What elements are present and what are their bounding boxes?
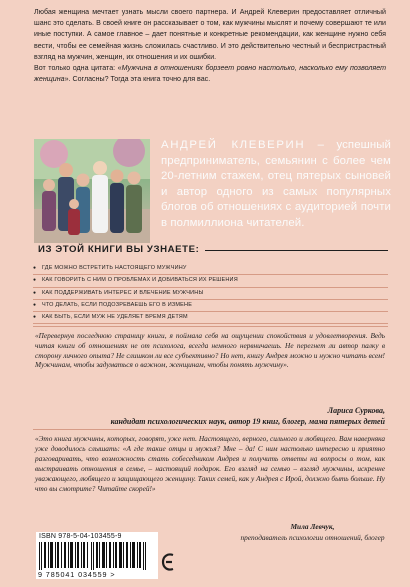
author-bio bbox=[161, 138, 391, 232]
quote-lead: Вот только одна цитата: « bbox=[34, 64, 122, 73]
publisher-logo-icon bbox=[161, 552, 177, 572]
intro-paragraph: Любая женщина мечтает узнать мысли своего партнера. И Андрей Клеверин предоставляет отличный шанс это сделать. В своей книге он рассказывает о том, как мужчины мыслят и почему совершают те или иные поступки. А самое главное – дает понятные и конкретные рекомендации, как женщине нужно себя вести, чтобы ее семейная жизнь сложилась счастливо. И это действительно честный и беспристрастный взгляд на мужчин, женщин, их отношения и их ошибки. bbox=[34, 8, 386, 61]
review-levchuk-signature bbox=[240, 522, 385, 543]
list-item-text: КАК БЫТЬ, ЕСЛИ МУЖ НЕ УДЕЛЯЕТ ВРЕМЯ ДЕТЯМ bbox=[42, 314, 188, 321]
list-item-text: КАК ГОВОРИТЬ С НИМ О ПРОБЛЕМАХ И ДОБИВАТЬСЯ ИХ РЕШЕНИЯ bbox=[42, 277, 238, 284]
author-bio-text: – успешный предприниматель, семьянин с более чем 20-летним стажем, отец пятерых сыновей и автор одного из самых популярных блогов об отношениях с аудиторией почти в полмиллиона читателей. bbox=[161, 139, 392, 229]
list-item-text: ЧТО ДЕЛАТЬ, ЕСЛИ ПОДОЗРЕВАЕШЬ ЕГО В ИЗМЕНЕ bbox=[42, 301, 193, 308]
divider bbox=[33, 326, 388, 327]
bullet-icon: ● bbox=[33, 289, 37, 296]
bullet-icon: ● bbox=[33, 265, 37, 271]
review-surkova-signature bbox=[35, 406, 385, 427]
isbn-number: ISBN 978-5-04-103455-9 bbox=[39, 533, 122, 540]
list-item-text: ГДЕ МОЖНО ВСТРЕТИТЬ НАСТОЯЩЕГО МУЖЧИНУ bbox=[42, 265, 187, 271]
review-surkova-text: «Перевернув последнюю страницу книги, я поймала себя на ощущении спокойствия и удовлетворения. Ведь читая книги об отношениях не от психолога, всегда немного нервничаешь. Не перегнет ли автор палку в сторону личного опыта? Не слишком ли все субъективно? Но нет, книгу Андрея можно и нужно читать всем! Мужчинам, чтобы задуматься о важном, женщинам, чтобы понять мужчину». bbox=[35, 331, 385, 370]
review-levchuk-text: «Это книга мужчины, которых, говорят, уже нет. Настоящего, верного, сильного и любящего. Вам наверняка уже доводилось слышать: «А где такие отцы и мужья? Мне – да! С ним настолько интересно и приятно разговаривать, что возможность стать собеседником Андрея и получить ответы на вопросы о том, как выстраивать отношения в семье, – настоящий подарок. Его взгляд на семью – взгляд мужчины, искренне уважающего, любящего и защищающего женщину. Таких семей, как у Андрея с Ирой, должно быть больше. Ну что вы смотрите? Читайте скорей!» bbox=[35, 434, 385, 493]
family-photo-illustration bbox=[34, 139, 150, 243]
divider bbox=[33, 429, 388, 430]
intro-quote-line bbox=[34, 63, 386, 85]
barcode-bars-icon bbox=[39, 542, 155, 570]
list-item bbox=[33, 288, 388, 300]
reviewer-role: преподаватель психологии отношений, блогер bbox=[240, 532, 385, 542]
learn-title bbox=[33, 244, 388, 257]
list-item bbox=[33, 263, 388, 275]
bullet-icon: ● bbox=[33, 277, 37, 284]
reviewer-name: Мила Левчук, bbox=[290, 522, 335, 531]
intro-text bbox=[34, 7, 386, 85]
author-name: АНДРЕЙ КЛЕВЕРИН bbox=[161, 139, 306, 151]
list-item bbox=[33, 300, 388, 312]
quote-text: Мужчина в отношениях борзеет ровно настолько, насколько ему позволяет женщина bbox=[34, 64, 386, 84]
learn-title-text: ИЗ ЭТОЙ КНИГИ ВЫ УЗНАЕТЕ: bbox=[33, 244, 205, 255]
learn-section bbox=[33, 244, 388, 322]
quote-tail: ». Согласны? Тогда эта книга точно для вас. bbox=[64, 75, 211, 84]
learn-list bbox=[33, 263, 388, 324]
list-item bbox=[33, 312, 388, 324]
isbn-barcode bbox=[36, 532, 158, 579]
reviewer-role: кандидат психологических наук, автор 19 книг, блогер, мама пятерых детей bbox=[110, 416, 385, 426]
reviewer-name: Лариса Суркова, bbox=[327, 406, 385, 415]
list-item-text: КАК ПОДДЕРЖИВАТЬ ИНТЕРЕС И ВЛЕЧЕНИЕ МУЖЧИНЫ bbox=[42, 289, 204, 296]
bullet-icon: ● bbox=[33, 314, 37, 321]
barcode-digits: 9 785041 034559 > bbox=[38, 570, 116, 579]
author-family-photo bbox=[34, 139, 150, 243]
list-item bbox=[33, 275, 388, 287]
bullet-icon: ● bbox=[33, 301, 37, 308]
